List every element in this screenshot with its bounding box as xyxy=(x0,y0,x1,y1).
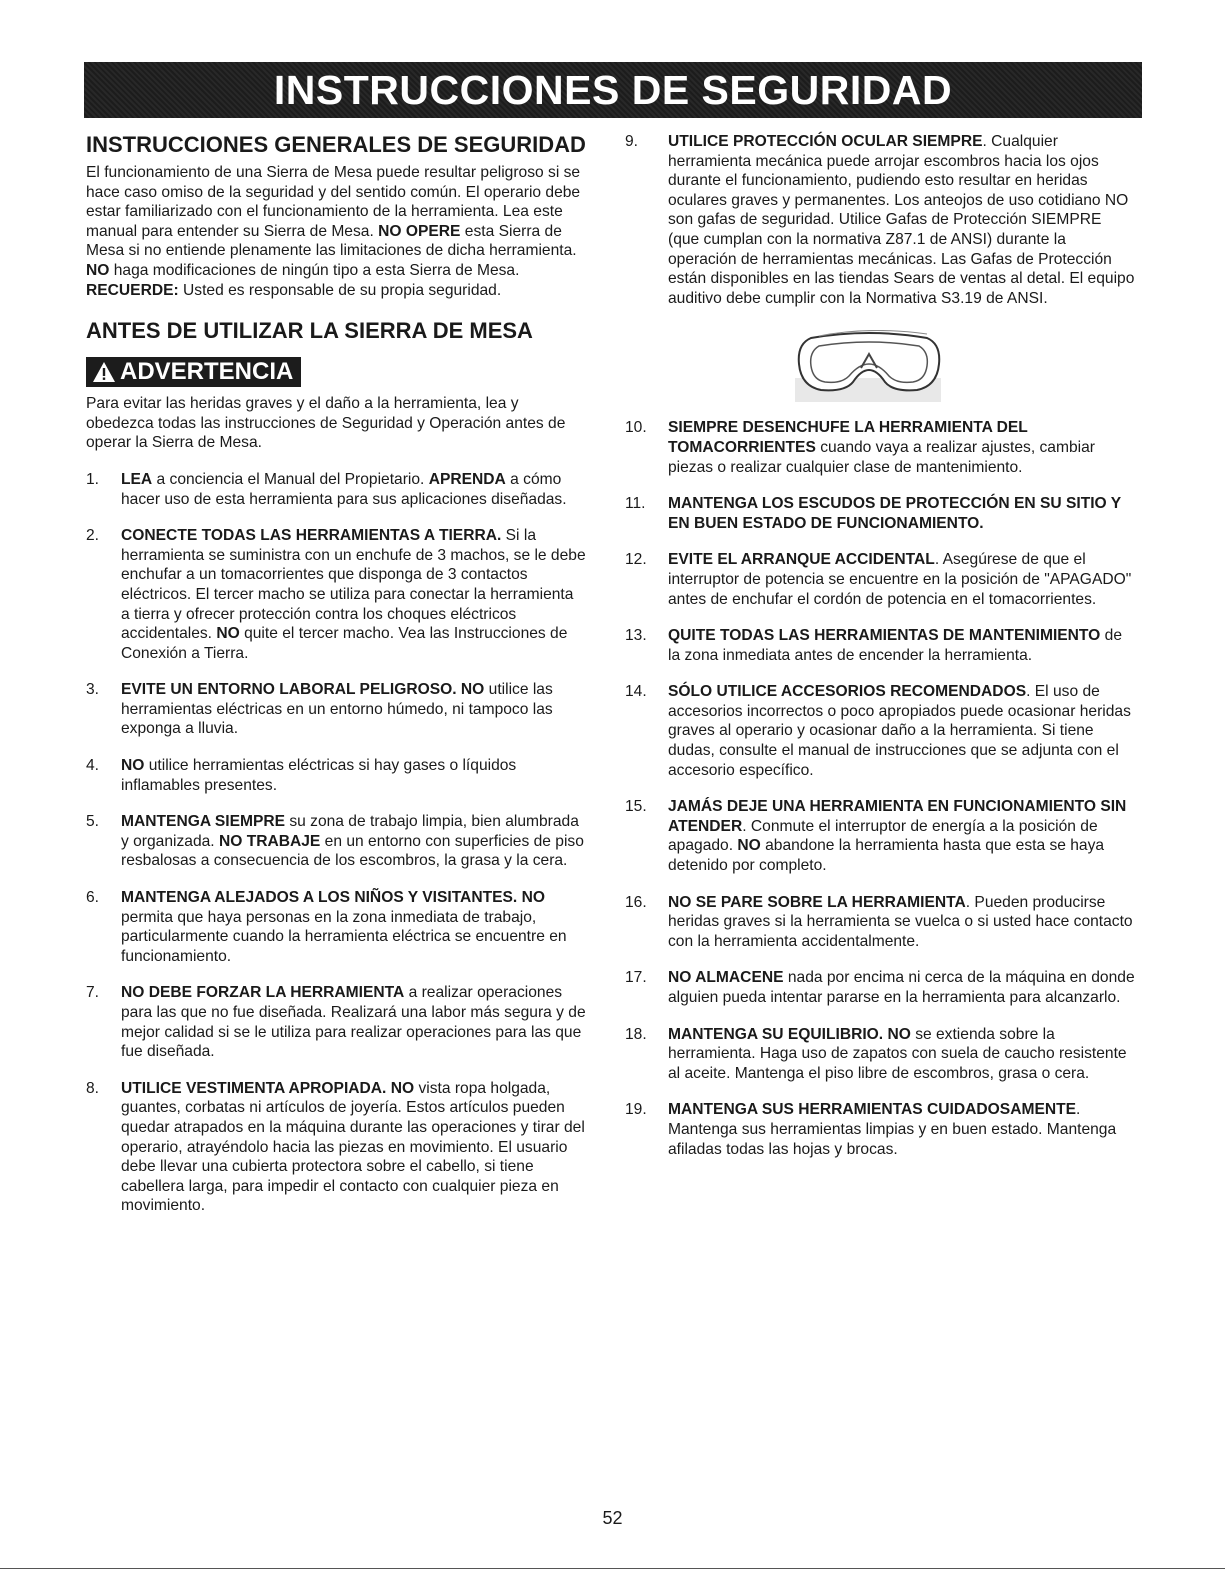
item-text-bold: UTILICE PROTECCIÓN OCULAR SIEMPRE xyxy=(668,133,983,150)
safety-item xyxy=(625,494,1135,533)
safety-item xyxy=(86,1079,586,1216)
item-text: se extienda sobre la herramienta. Haga uso de zapatos con suela de caucho resistente al aceite. Mantenga el piso libre de escombros, grasa o cera. xyxy=(668,1025,1127,1082)
warning-label xyxy=(86,357,301,387)
safety-item xyxy=(86,888,586,966)
item-text-bold: NO DEBE FORZAR LA HERRAMIENTA xyxy=(121,984,405,1002)
safety-item xyxy=(625,1025,1135,1084)
item-number: 13. xyxy=(625,627,647,645)
item-text: a realizar operaciones para las que no fue diseñada. Realizará una labor más segura y de mejor calidad si se le utiliza para realizar operaciones para las que fue diseñada. xyxy=(121,984,586,1061)
item-number: 19. xyxy=(625,1101,647,1119)
item-text-bold: LEA xyxy=(121,470,153,488)
item-number: 10. xyxy=(625,419,647,437)
safety-item xyxy=(625,418,1135,477)
item-text: permita que haya personas en la zona inmediata de trabajo, particularmente cuando la herramienta eléctrica se encuentre en funcionamiento. xyxy=(121,908,567,965)
item-text: quite el tercer macho. Vea las Instrucciones de Conexión a Tierra. xyxy=(121,625,568,662)
item-text-bold: JAMÁS DEJE UNA HERRAMIENTA EN FUNCIONAMIENTO SIN ATENDER xyxy=(668,798,1127,835)
item-text-bold: NO SE PARE SOBRE LA HERRAMIENTA xyxy=(668,893,966,911)
item-text: su zona de trabajo limpia, bien alumbrada y organizada. xyxy=(121,813,579,850)
safety-item xyxy=(86,983,586,1061)
general-part: esta Sierra de Mesa si no entiende plenamente las limitaciones de dicha herramienta. xyxy=(86,222,577,260)
general-part-bold: NO xyxy=(86,261,110,279)
safety-goggles-icon xyxy=(789,330,947,408)
item-text: de la zona inmediata antes de encender la herramienta. xyxy=(668,627,1122,664)
item-text-bold: UTILICE VESTIMENTA APROPIADA. NO xyxy=(121,1079,415,1097)
item-number: 5. xyxy=(86,813,100,831)
item-text-bold: MANTENGA SIEMPRE xyxy=(121,813,286,831)
item-text-bold: SIEMPRE DESENCHUFE LA HERRAMIENTA DEL TOMACORRIENTES xyxy=(668,419,1028,456)
safety-item xyxy=(625,893,1135,952)
item-number: 14. xyxy=(625,683,647,701)
item-text: vista ropa holgada, guantes, corbatas ni artículos de joyería. Estos artículos pueden quedar atrapados en la máquina durante las operaciones y tirar del operario, atrayéndolo hacia las piezas en movimiento. El usuario debe llevar una cubierta protectora sobre el cabello, si tiene cabellera larga, para impedir el contacto con cualquier pieza en movimiento. xyxy=(121,1079,585,1215)
warning-paragraph: Para evitar las heridas graves y el daño a la herramienta, lea y obedezca todas las instrucciones de Seguridad y Operación antes de operar la Sierra de Mesa. xyxy=(86,395,566,452)
item-number: 18. xyxy=(625,1025,647,1043)
item-text-bold: APRENDA xyxy=(428,470,506,488)
item-number: 8. xyxy=(86,1079,100,1097)
item-text: . Mantenga sus herramientas limpias y en buen estado. Mantenga afiladas todas las hojas y brocas. xyxy=(668,1101,1117,1158)
item-text: cuando vaya a realizar ajustes, cambiar piezas o realizar cualquier clase de mantenimiento. xyxy=(668,438,1095,476)
item-number: 16. xyxy=(625,893,647,911)
banner-title: INSTRUCCIONES DE SEGURIDAD xyxy=(273,66,953,113)
warning-label-text: ADVERTENCIA xyxy=(120,358,294,386)
safety-item xyxy=(625,550,1135,609)
item-number: 12. xyxy=(625,551,647,569)
item-text-bold: MANTENGA LOS ESCUDOS DE PROTECCIÓN EN SU SITIO Y EN BUEN ESTADO DE FUNCIONAMIENTO. xyxy=(668,495,1121,532)
left-column xyxy=(86,132,586,1216)
item-text: . Conmute el interruptor de energía a la posición de apagado. xyxy=(668,817,1098,855)
item-text-bold: NO xyxy=(216,625,240,643)
safety-item xyxy=(86,812,586,871)
item-number: 11. xyxy=(625,495,646,513)
item-text-bold: NO xyxy=(737,837,761,855)
item-number: 15. xyxy=(625,798,647,816)
item-text: en un entorno con superficies de piso resbalosas a consecuencia de los escombros, la grasa y la cera. xyxy=(121,832,584,870)
item-number: 17. xyxy=(625,969,647,987)
before-use-heading: ANTES DE UTILIZAR LA SIERRA DE MESA xyxy=(86,318,533,344)
item-text-bold: MANTENGA SU EQUILIBRIO. NO xyxy=(668,1025,911,1043)
item-number: 3. xyxy=(86,681,100,699)
item-text-bold: EVITE EL ARRANQUE ACCIDENTAL xyxy=(668,551,935,569)
safety-item xyxy=(625,682,1135,780)
safety-item xyxy=(86,526,586,663)
safety-item xyxy=(625,132,1135,308)
general-safety-paragraph xyxy=(86,163,586,300)
item-text-bold: NO ALMACENE xyxy=(668,969,784,987)
item-number: 2. xyxy=(86,527,100,545)
item-number: 7. xyxy=(86,984,100,1002)
item-number: 4. xyxy=(86,757,100,775)
item-number: 6. xyxy=(86,889,100,907)
item-text-bold: CONECTE TODAS LAS HERRAMIENTAS A TIERRA. xyxy=(121,527,502,545)
right-column xyxy=(625,132,1135,1159)
safety-list-right-b xyxy=(625,418,1135,1159)
section-banner xyxy=(84,62,1142,118)
bottom-rule xyxy=(0,1568,1225,1569)
item-text: a conciencia el Manual del Propietario. xyxy=(152,470,429,488)
warning-triangle-icon xyxy=(92,361,116,383)
item-text-bold: NO xyxy=(521,889,545,907)
general-part-bold: NO OPERE xyxy=(378,222,461,240)
item-text: abandone la herramienta hasta que esta se haya detenido por completo. xyxy=(668,837,1105,875)
general-part-bold: RECUERDE: xyxy=(86,281,179,299)
item-text: Si la herramienta se suministra con un enchufe de 3 machos, se le debe enchufar a un tomacorrientes que disponga de 3 contactos eléctricos. El tercer macho se utiliza para conectar la herramienta a tierra y ofrecer protección contra los choques eléctricos accidentales. xyxy=(121,527,586,643)
item-text: . Asegúrese de que el interruptor de potencia se encuentre en la posición de "APAGADO" antes de enchufar el cordón de potencia en el tomacorrientes. xyxy=(668,551,1132,608)
safety-list-left xyxy=(86,470,586,1216)
item-text: nada por encima ni cerca de la máquina en donde alguien pueda intentar pararse en la herramienta para alcanzarlo. xyxy=(668,969,1135,1006)
item-text-bold: MANTENGA ALEJADOS A LOS NIÑOS Y VISITANTES. xyxy=(121,889,518,907)
page-number: 52 xyxy=(602,1508,623,1528)
item-text: . Cualquier herramienta mecánica puede arrojar escombros hacia los ojos durante el funcionamiento, pudiendo esto resultar en heridas oculares graves y permanentes. Los anteojos de uso cotidiano NO son gafas de seguridad. Utilice Gafas de Protección SIEMPRE (que cumplan con la normativa Z87.1 de ANSI) durante la operación de herramientas mecánicas. Las Gafas de Protección están disponibles en las tiendas Sears de ventas al detal. El equipo auditivo debe cumplir con la Normativa S3.19 de ANSI. xyxy=(668,133,1135,307)
item-text: utilice herramientas eléctricas si hay gases o líquidos inflamables presentes. xyxy=(121,757,517,794)
item-text: utilice las herramientas eléctricas en un entorno húmedo, ni tampoco las exponga a lluvia. xyxy=(121,681,553,738)
safety-item xyxy=(86,756,586,795)
general-part: El funcionamiento de una Sierra de Mesa puede resultar peligroso si se hace caso omiso de la seguridad y del sentido común. El operario debe estar familiarizado con el funcionamiento de la herramienta. Lea este manual para entender su Sierra de Mesa. xyxy=(86,164,581,240)
item-text: a cómo hacer uso de esta herramienta para sus aplicaciones diseñadas. xyxy=(121,470,567,508)
item-number: 9. xyxy=(625,133,639,150)
general-safety-heading: INSTRUCCIONES GENERALES DE SEGURIDAD xyxy=(86,132,586,157)
item-text: . Pueden producirse heridas graves si la herramienta se vuelca o si usted hace contacto con la herramienta accidentalmente. xyxy=(668,893,1133,950)
safety-list-right-a xyxy=(625,132,1135,308)
item-text-bold: NO TRABAJE xyxy=(218,832,321,850)
safety-item xyxy=(625,626,1135,665)
item-text-bold: QUITE TODAS LAS HERRAMIENTAS DE MANTENIMIENTO xyxy=(668,627,1101,645)
safety-item xyxy=(625,1100,1135,1159)
general-part: haga modificaciones de ningún tipo a esta Sierra de Mesa. xyxy=(109,261,520,279)
item-text-bold: NO xyxy=(121,757,145,775)
safety-item xyxy=(625,797,1135,875)
item-text-bold: EVITE UN ENTORNO LABORAL PELIGROSO. NO xyxy=(121,681,485,699)
item-text-bold: MANTENGA SUS HERRAMIENTAS CUIDADOSAMENTE xyxy=(668,1101,1077,1119)
safety-item xyxy=(625,968,1135,1007)
item-text: . El uso de accesorios incorrectos o poco apropiados puede ocasionar heridas graves al operario y ocasionar daño a la herramienta. Si tiene dudas, consulte el manual de instrucciones que se adjunta con el accesorio específico. xyxy=(668,683,1131,779)
item-number: 1. xyxy=(86,470,100,488)
safety-item xyxy=(86,680,586,739)
safety-item xyxy=(86,470,586,509)
item-text-bold: SÓLO UTILICE ACCESORIOS RECOMENDADOS xyxy=(668,683,1027,701)
general-part: Usted es responsable de su propia seguridad. xyxy=(178,281,502,299)
